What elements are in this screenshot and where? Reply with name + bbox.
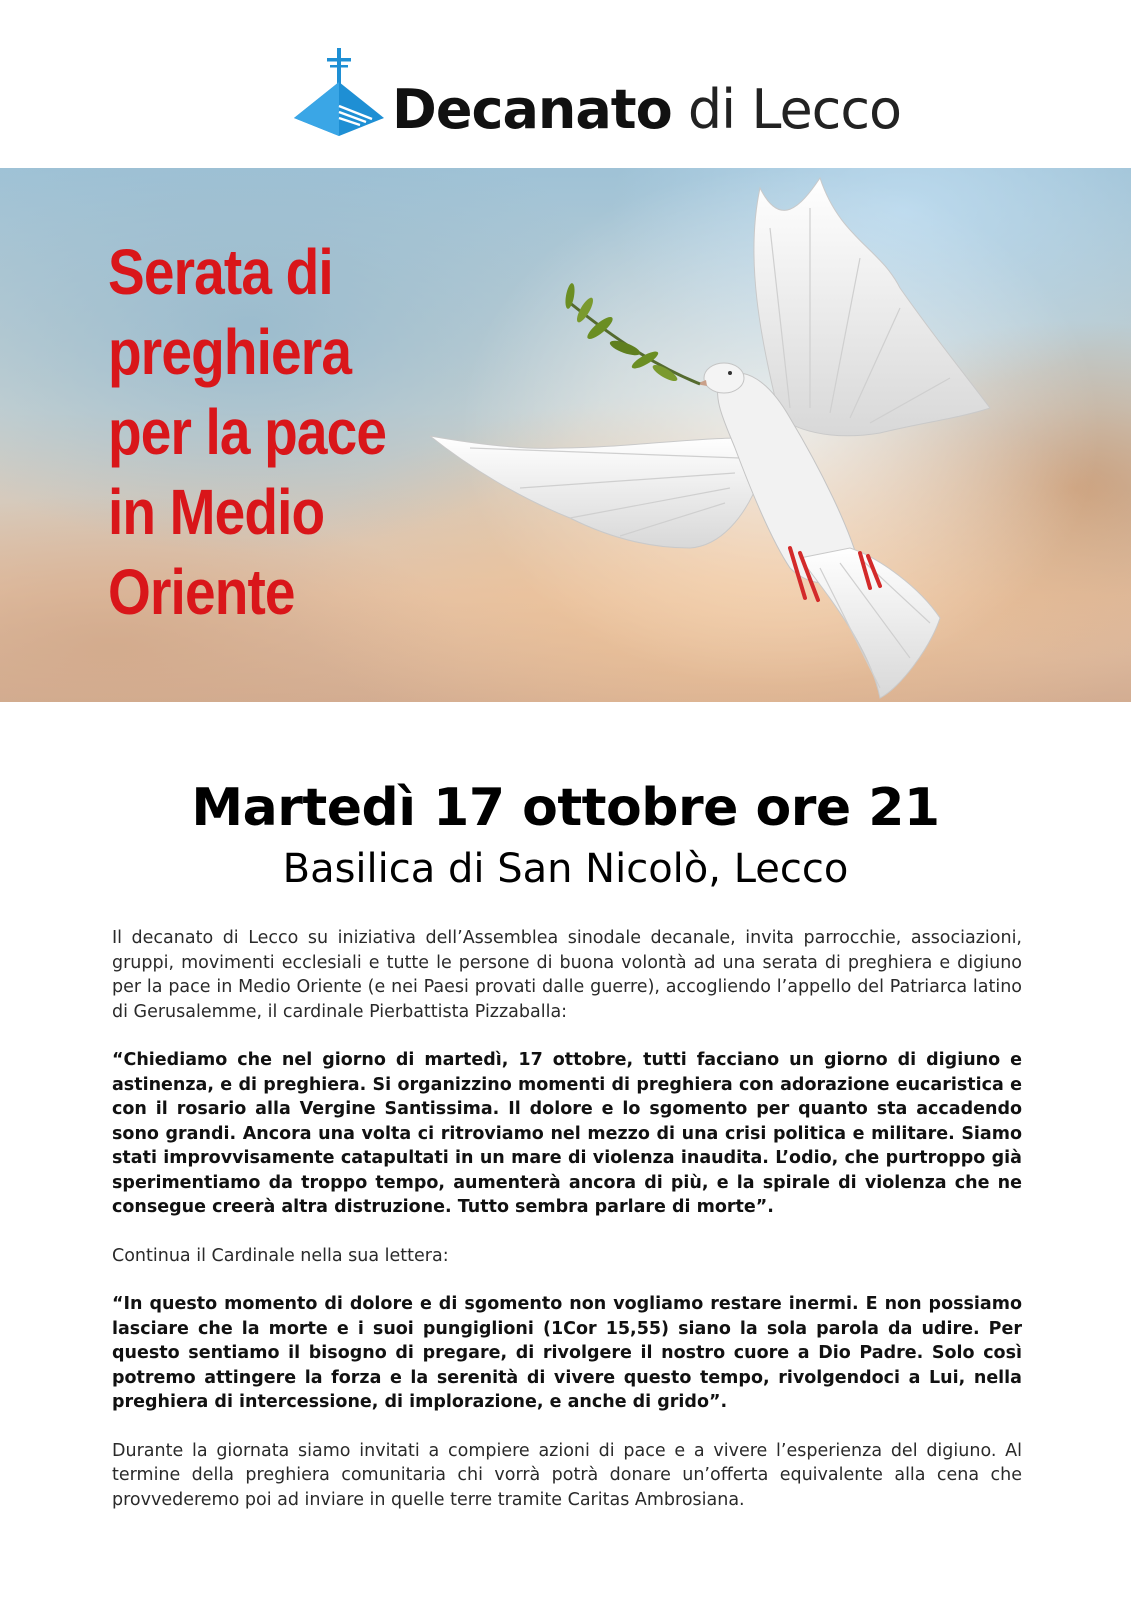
title-line: in Medio: [108, 476, 325, 548]
quote-paragraph-2: “In questo momento di dolore e di sgomento non vogliamo restare inermi. E non possiamo lasciare che la morte e i suoi pungiglioni (1Cor 15,55) siano la sola parola da udire. Per questo sentiamo il bisogno di pregare, di rivolgere il nostro cuore a Dio Padre. Solo così potremo attingere la forza e la serenità di vivere questo tempo, rivolgendoci a Lui, nella preghiera di intercessione, di implorazione, e anche di grido”.: [112, 1294, 1022, 1412]
body-text: [112, 926, 1022, 1536]
event-place: Basilica di San Nicolò, Lecco: [282, 846, 849, 892]
intro-paragraph: Il decanato di Lecco su iniziativa dell’Assemblea sinodale decanale, invita parrocchie, associazioni, gruppi, movimenti ecclesiali e tutte le persone di buona volontà ad una serata di preghiera e digiuno per la pace in Medio Oriente (e nei Paesi provati dalle guerre), accogliendo l’appello del Patriarca latino di Gerusalemme, il cardinale Pierbattista Pizzaballa:: [112, 928, 1022, 1022]
header: [0, 0, 1131, 168]
church-logo-icon: [292, 46, 388, 142]
logo-light-text: di Lecco: [687, 78, 902, 141]
banner: [0, 168, 1131, 702]
logo-wordmark: [392, 78, 901, 142]
title-line: Oriente: [108, 556, 295, 628]
title-line: per la pace: [108, 396, 387, 468]
closing-paragraph: Durante la giornata siamo invitati a compiere azioni di pace e a vivere l’esperienza del digiuno. Al termine della preghiera comunitaria chi vorrà potrà donare un’offerta equivalente alla cena che provvederemo poi ad inviare in quelle terre tramite Caritas Ambrosiana.: [112, 1440, 1022, 1510]
logo-bold-text: Decanato: [392, 78, 672, 141]
event-title: [108, 232, 400, 632]
title-line: preghiera: [108, 316, 352, 388]
quote-paragraph-1: “Chiediamo che nel giorno di martedì, 17 ottobre, tutti facciano un giorno di digiuno e astinenza, e di preghiera. Si organizzino momenti di preghiera con adorazione eucaristica e con il rosario alla Vergine Santissima. Il dolore e lo sgomento per quanto sta accadendo sono grandi. Ancora una volta ci ritroviamo nel mezzo di una crisi politica e militare. Siamo stati improvvisamente catapultati in un mare di violenza inaudita. L’odio, che purtroppo già sperimentiamo da troppo tempo, aumenterà ancora di più, e la spirale di violenza che ne consegue creerà altra distruzione. Tutto sembra parlare di morte”.: [112, 1050, 1022, 1217]
transition-paragraph: Continua il Cardinale nella sua lettera:: [112, 1245, 449, 1266]
title-line: Serata di: [108, 236, 333, 308]
event-date: Martedì 17 ottobre ore 21: [191, 778, 940, 838]
